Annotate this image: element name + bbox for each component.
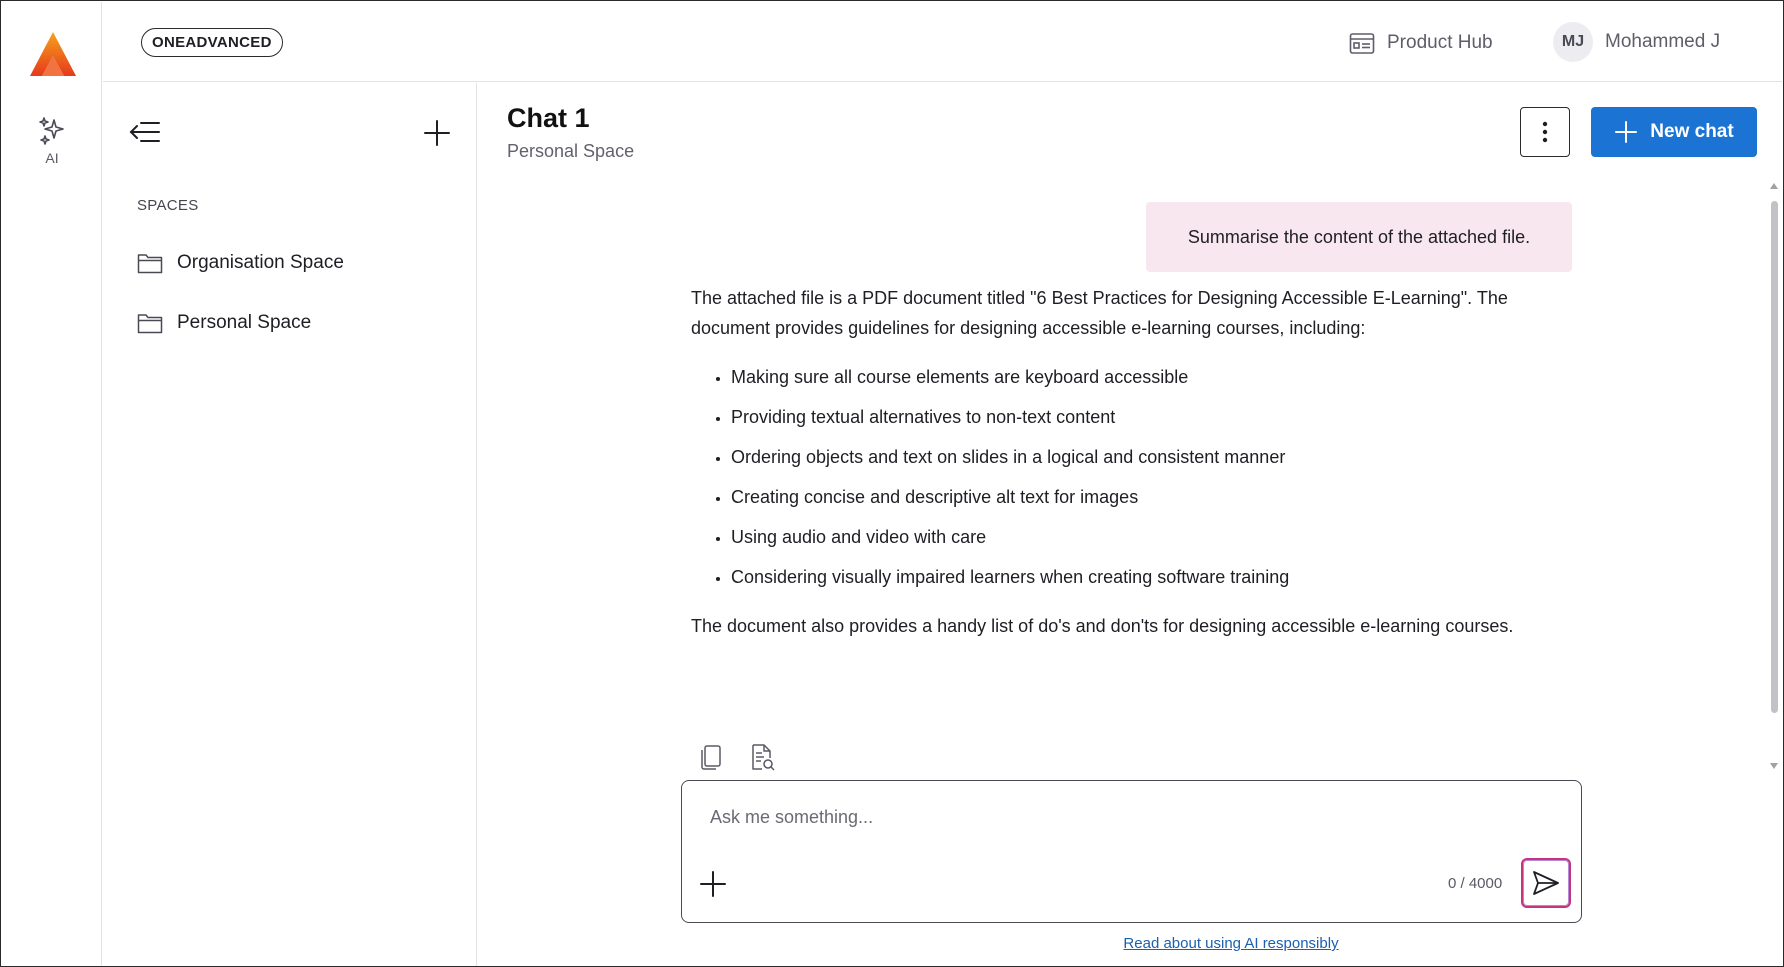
more-vertical-icon — [1542, 121, 1548, 143]
product-hub-label: Product Hub — [1387, 32, 1493, 53]
chat-input[interactable] — [710, 799, 1550, 835]
top-header — [103, 2, 1782, 82]
app-rail — [2, 2, 102, 966]
user-name: Mohammed J — [1605, 31, 1721, 52]
send-button[interactable] — [1521, 858, 1571, 908]
send-icon — [1532, 870, 1560, 896]
view-source-icon[interactable] — [750, 743, 776, 771]
list-item: • Making sure all course elements are keyboard accessible — [731, 357, 1571, 397]
brand-badge[interactable]: ONEADVANCED — [141, 28, 283, 57]
message-actions — [698, 743, 776, 771]
list-item: • Considering visually impaired learners when creating software training — [731, 557, 1571, 597]
chat-main — [478, 83, 1782, 966]
rail-ai-label: AI — [45, 150, 59, 166]
sidebar-item-personal-space[interactable] — [137, 307, 311, 339]
responsible-ai-link[interactable] — [478, 935, 1782, 952]
new-chat-label: New chat — [1650, 121, 1734, 142]
list-item: • Providing textual alternatives to non-text content — [731, 397, 1571, 437]
user-message-bubble: Summarise the content of the attached file. — [1146, 202, 1572, 272]
rail-ai-button[interactable] — [28, 116, 76, 172]
spaces-heading: SPACES — [137, 197, 199, 214]
assistant-message — [691, 283, 1571, 641]
scrollbar-thumb[interactable] — [1771, 201, 1778, 713]
avatar: MJ — [1553, 22, 1593, 62]
oneadvanced-logo — [30, 32, 76, 76]
answer-intro: The attached file is a PDF document titled "6 Best Practices for Designing Accessible E-Learning". The document provides guidelines for designing accessible e-learning courses, including: — [691, 288, 1508, 338]
responsible-ai-link-text: Read about using AI responsibly — [1123, 935, 1339, 952]
answer-outro: The document also provides a handy list of do's and don'ts for designing accessible e-learning courses. — [691, 616, 1514, 636]
sidebar-item-label: Personal Space — [177, 312, 312, 333]
scroll-up-arrow-icon[interactable] — [1770, 183, 1778, 189]
new-chat-button[interactable] — [1591, 107, 1757, 157]
spaces-sidebar — [103, 83, 477, 966]
more-options-button[interactable] — [1520, 107, 1570, 157]
sidebar-item-label: Organisation Space — [177, 252, 344, 273]
add-space-icon[interactable] — [421, 117, 453, 149]
answer-bullet-list — [691, 357, 1571, 597]
scroll-down-arrow-icon[interactable] — [1770, 763, 1778, 769]
list-item: • Ordering objects and text on slides in a logical and consistent manner — [731, 437, 1571, 477]
product-hub-icon — [1349, 31, 1375, 55]
folder-icon — [137, 312, 163, 334]
chat-composer — [681, 780, 1582, 923]
page-title: Chat 1 — [507, 103, 590, 133]
chat-space-subtitle: Personal Space — [507, 141, 635, 161]
chat-scrollbar[interactable] — [1768, 183, 1780, 773]
list-item: • Creating concise and descriptive alt text for images — [731, 477, 1571, 517]
product-hub-link[interactable] — [1349, 28, 1493, 58]
attach-plus-icon[interactable] — [698, 869, 728, 899]
list-item: • Using audio and video with care — [731, 517, 1571, 557]
sidebar-item-organisation-space[interactable] — [137, 247, 344, 279]
collapse-sidebar-icon[interactable] — [127, 117, 163, 147]
plus-icon — [1614, 120, 1638, 144]
character-counter: 0 / 4000 — [1448, 875, 1503, 892]
folder-icon — [137, 252, 163, 274]
copy-icon[interactable] — [698, 743, 724, 771]
sparkles-icon — [37, 116, 67, 146]
user-menu[interactable] — [1553, 22, 1720, 62]
